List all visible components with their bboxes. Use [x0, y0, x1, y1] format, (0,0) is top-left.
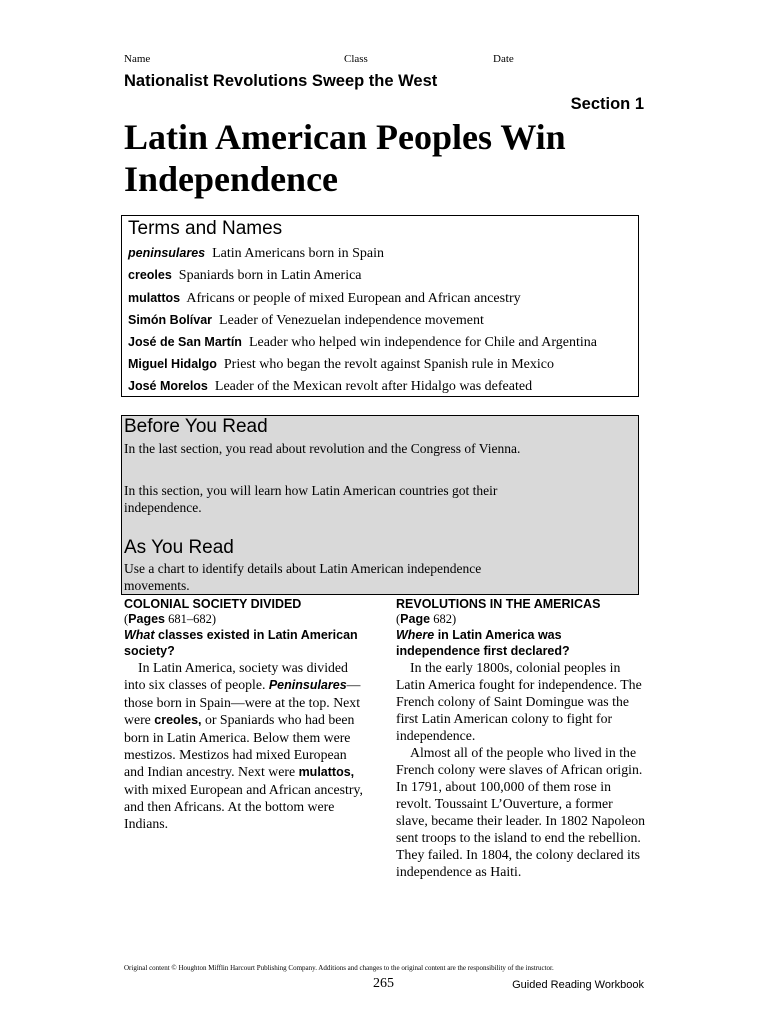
body-paragraph: In Latin America, society was divided into six classes of people. Peninsulares—those born in Spain—were at the top. Next were creoles, or Spaniards who had been born in Latin America. Below them were mestizos. Mestizos had mixed European and Indian ancestry. Next were mulattos, with mixed European and African ancestry, and then Africans. At the bottom were Indians.	[124, 660, 363, 831]
page-number: 265	[373, 976, 394, 991]
as-you-read-heading: As You Read	[124, 537, 234, 558]
term-name: creoles	[128, 268, 172, 282]
term-name: mulattos	[128, 291, 181, 305]
body-paragraph-2: Almost all of the people who lived in the French colony were slaves of African origin. In 1791, about 100,000 of them rose in revolt. Toussaint L’Ouverture, a former slave, became their leader. In 1802 Napoleon sent troops to the island to end the rebellion. They failed. In 1804, the colony declared its independence as Haiti.	[396, 745, 646, 879]
term-creoles: creoles,	[154, 713, 202, 727]
before-you-read-text: In the last section, you read about revolution and the Congress of Vienna.	[124, 441, 521, 456]
term-item	[128, 291, 521, 307]
pages-label: Pages	[128, 612, 166, 626]
colonial-society-section: COLONIAL SOCIETY DIVIDED (Pages 681–682) What classes existed in Latin American society? In Latin America, society was divided into six classes of people. Peninsulares—those born in Spain—were at the top. Next were creoles, or Spaniards who had been born in Latin America. Below them were mestizos. Mestizos had mixed European and Indian ancestry. Next were mulattos, with mixed European and African ancestry, and then Africans. At the bottom were Indians.	[124, 597, 363, 831]
term-definition: Leader of Venezuelan independence movement	[219, 313, 484, 328]
section-heading: COLONIAL SOCIETY DIVIDED	[124, 597, 302, 611]
term-name: Simón Bolívar	[128, 313, 213, 327]
before-you-read-text-2: In this section, you will learn how Latin American countries got their independence.	[124, 483, 498, 515]
term-item	[128, 357, 554, 373]
term-peninsulares: Peninsulares	[268, 678, 347, 692]
revolutions-section: REVOLUTIONS IN THE AMERICAS (Page 682) Where in Latin America was independence first declared? In the early 1800s, colonial peoples in Latin America fought for independence. The French colony of Saint Domingue was the first Latin American colony to fight for independence. Almost all of the people who lived in the French colony were slaves of African origin. In 1791, about 100,000 of them rose in revolt. Toussaint L’Ouverture, a former slave, became their leader. In 1802 Napoleon sent troops to the island to end the rebellion. They failed. In 1804, the colony declared its independence as Haiti.	[396, 597, 646, 879]
term-name: José de San Martín	[128, 335, 242, 349]
term-definition: Leader of the Mexican revolt after Hidalgo was defeated	[214, 379, 533, 394]
as-you-read-text: Use a chart to identify details about Latin American independence movements.	[124, 561, 482, 593]
term-definition: Leader who helped win independence for Chile and Argentina	[248, 335, 598, 350]
term-name: Miguel Hidalgo	[128, 357, 217, 371]
date-label: Date	[493, 53, 514, 65]
page-title: Latin American Peoples Win Independence	[124, 117, 566, 199]
term-item	[128, 313, 484, 329]
body-paragraph: In the early 1800s, colonial peoples in Latin America fought for independence. The French colony of Saint Domingue was the first Latin American colony to fight for independence.	[396, 660, 642, 743]
term-item	[128, 268, 362, 284]
pages-range: 681–682	[168, 612, 212, 626]
term-name: peninsulares	[128, 246, 206, 260]
term-definition: Priest who began the revolt against Spanish rule in Mexico	[223, 357, 554, 372]
question-word: Where	[396, 628, 435, 642]
workbook-label: Guided Reading Workbook	[512, 979, 644, 991]
before-you-read-heading: Before You Read	[124, 416, 268, 437]
class-label: Class	[344, 53, 368, 65]
section-heading: REVOLUTIONS IN THE AMERICAS	[396, 597, 601, 611]
terms-and-names-box	[121, 215, 639, 397]
term-item	[128, 246, 384, 262]
term-item	[128, 335, 597, 351]
term-name: José Morelos	[128, 379, 208, 393]
terms-heading: Terms and Names	[128, 218, 283, 239]
term-item	[128, 379, 532, 395]
question-word: What	[124, 628, 155, 642]
name-label: Name	[124, 53, 151, 65]
copyright-notice: Original content © Houghton Mifflin Harcourt Publishing Company. Additions and changes to the original content are the responsibility of the instructor.	[124, 964, 554, 972]
question-text: in Latin America was independence first declared?	[396, 628, 570, 658]
term-mulattos: mulattos,	[298, 765, 355, 779]
before-you-read-box	[121, 415, 639, 595]
term-definition: Spaniards born in Latin America	[178, 268, 362, 283]
pages-label: Page	[400, 612, 431, 626]
unit-title: Nationalist Revolutions Sweep the West	[124, 72, 438, 90]
pages-range: 682	[433, 612, 452, 626]
term-definition: Africans or people of mixed European and African ancestry	[186, 291, 521, 306]
section-label: Section 1	[570, 95, 644, 113]
term-definition: Latin Americans born in Spain	[212, 246, 384, 261]
question-text: classes existed in Latin American society?	[124, 628, 358, 658]
